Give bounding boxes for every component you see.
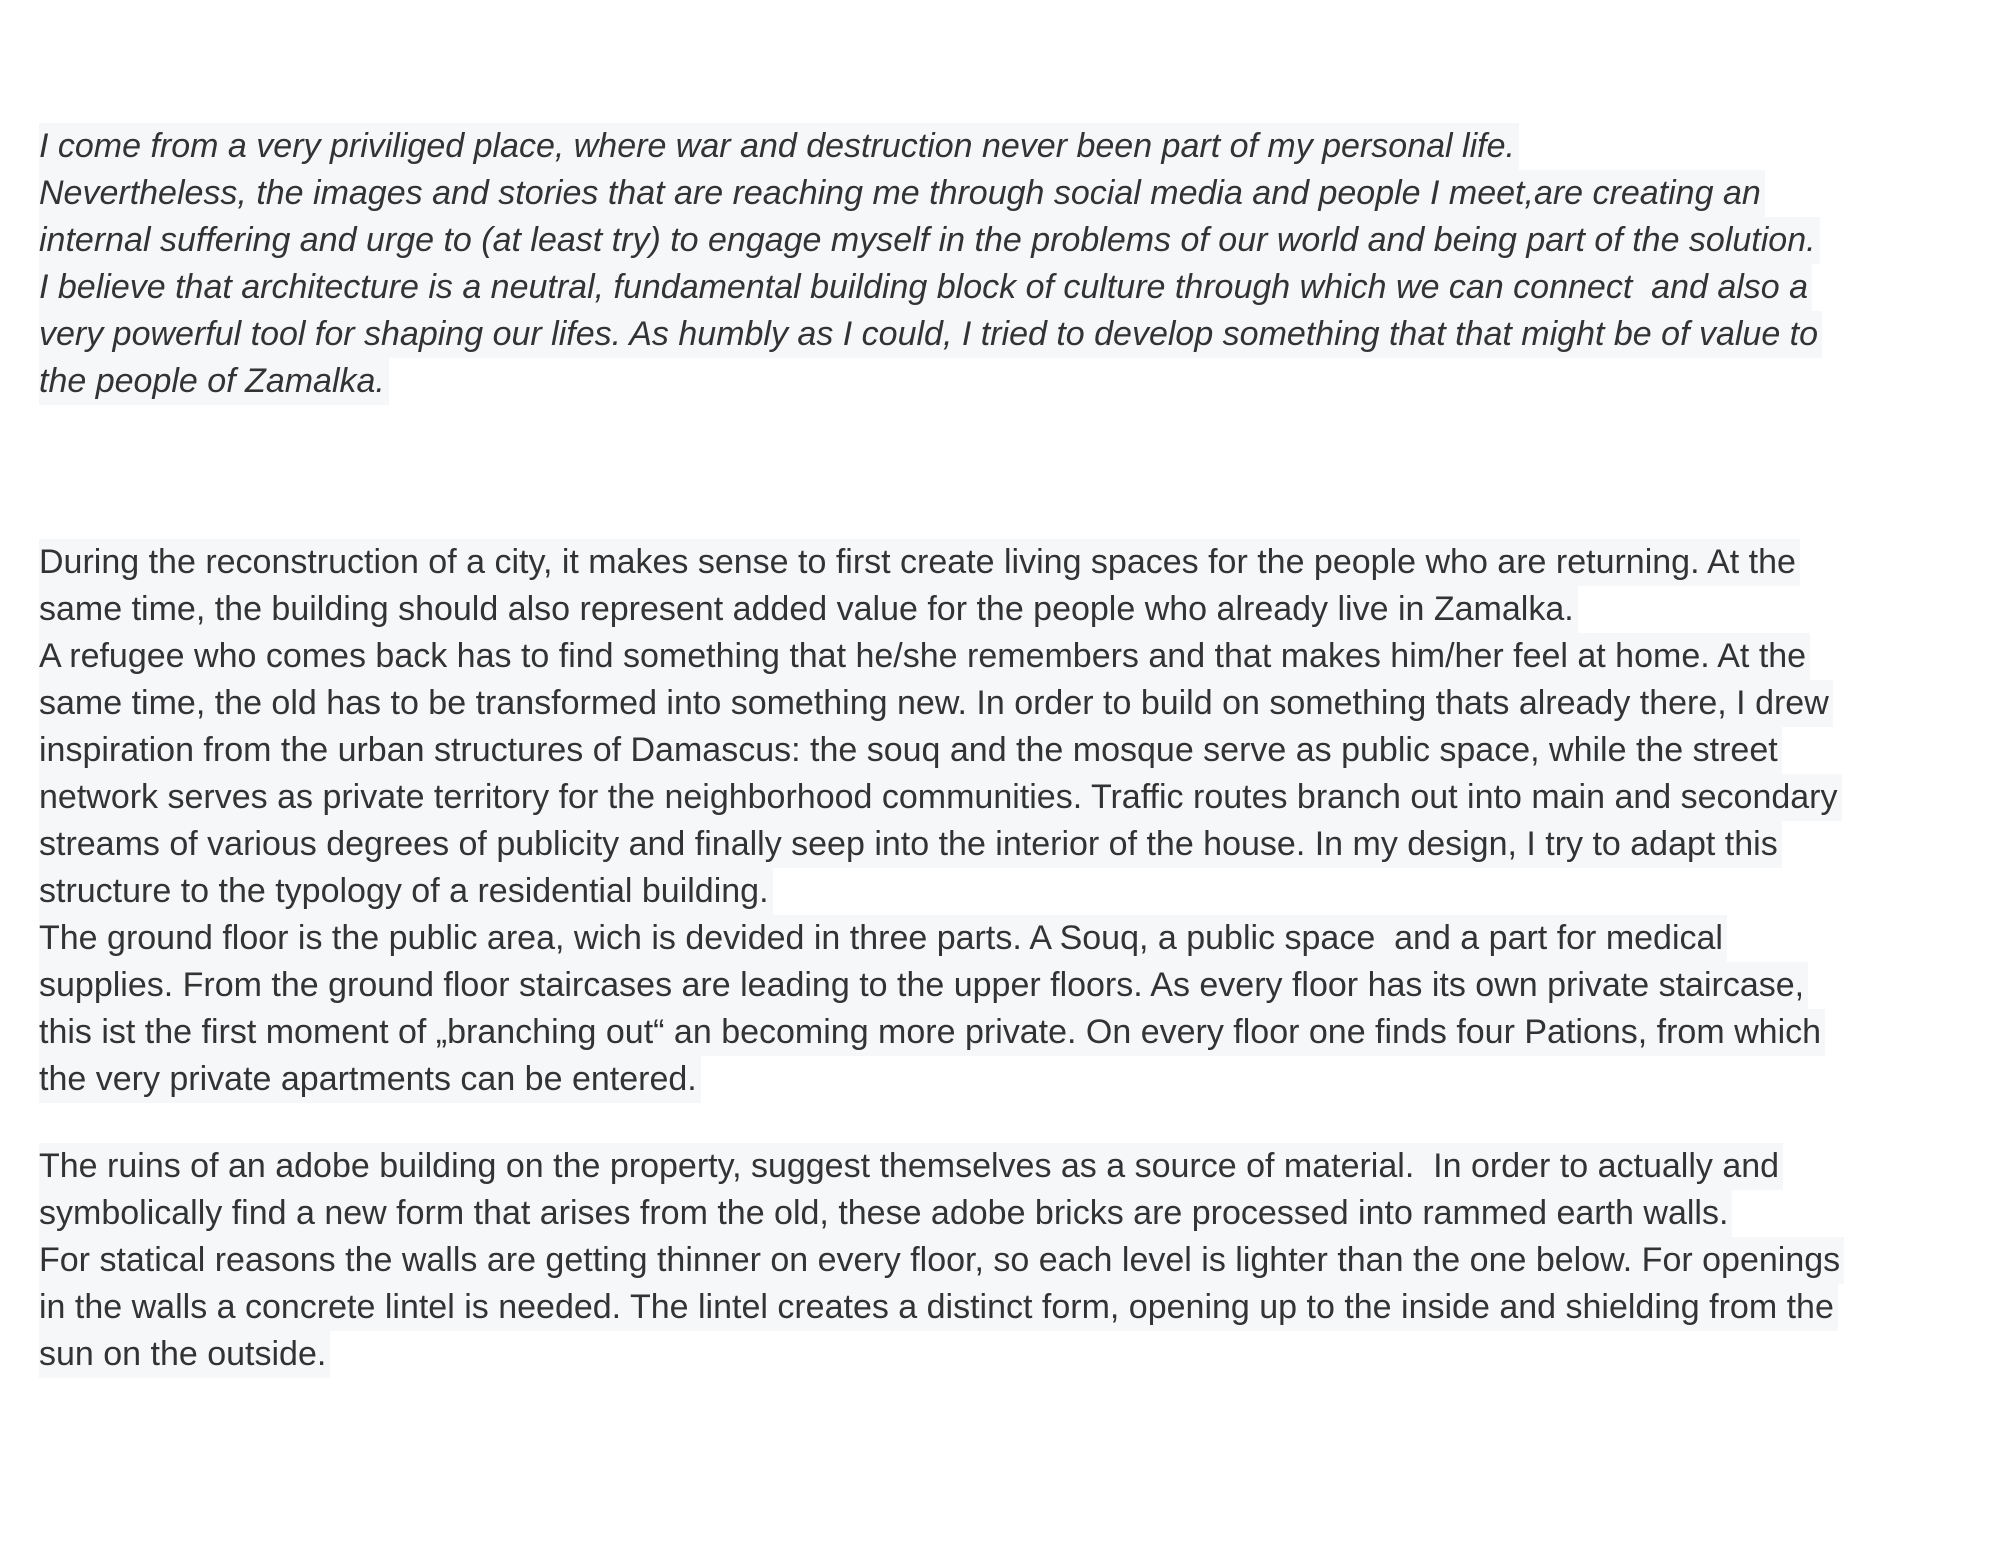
paragraph-line: same time, the building should also represent added value for the people who already live in Zamalka. (39, 586, 1578, 633)
statement-line: I believe that architecture is a neutral, fundamental building block of culture through which we can connect and also a (39, 264, 1812, 311)
statement-line: I come from a very priviliged place, where war and destruction never been part of my personal life. (39, 123, 1519, 170)
paragraph-line: streams of various degrees of publicity and finally seep into the interior of the house. In my design, I try to adapt this (39, 821, 1782, 868)
paragraph-line: symbolically find a new form that arises from the old, these adobe bricks are processed into rammed earth walls. (39, 1190, 1732, 1237)
paragraph-line: this ist the first moment of „branching out“ an becoming more private. On every floor one finds four Pations, from which (39, 1009, 1825, 1056)
material-paragraph (39, 1143, 1844, 1378)
paragraph-line: sun on the outside. (39, 1331, 330, 1378)
paragraph-line: inspiration from the urban structures of Damascus: the souq and the mosque serve as public space, while the street (39, 727, 1782, 774)
statement-line: the people of Zamalka. (39, 358, 389, 405)
statement-line: Nevertheless, the images and stories that are reaching me through social media and people I meet,are creating an (39, 170, 1765, 217)
paragraph-line: The ground floor is the public area, wich is devided in three parts. A Souq, a public space and a part for medical (39, 915, 1727, 962)
concept-paragraph (39, 539, 1842, 1103)
paragraph-line: in the walls a concrete lintel is needed. The lintel creates a distinct form, opening up to the inside and shielding from the (39, 1284, 1838, 1331)
statement-line: internal suffering and urge to (at least try) to engage myself in the problems of our world and being part of the solution. (39, 217, 1820, 264)
personal-statement (39, 123, 1822, 405)
paragraph-line: the very private apartments can be entered. (39, 1056, 701, 1103)
paragraph-line: network serves as private territory for the neighborhood communities. Traffic routes branch out into main and secondary (39, 774, 1842, 821)
paragraph-line: The ruins of an adobe building on the property, suggest themselves as a source of material. In order to actually and (39, 1143, 1783, 1190)
paragraph-line: structure to the typology of a residential building. (39, 868, 773, 915)
paragraph-line: A refugee who comes back has to find something that he/she remembers and that makes him/her feel at home. At the (39, 633, 1810, 680)
statement-line: very powerful tool for shaping our lifes. As humbly as I could, I tried to develop something that that might be of value to (39, 311, 1822, 358)
paragraph-line: same time, the old has to be transformed into something new. In order to build on something thats already there, I drew (39, 680, 1833, 727)
paragraph-line: During the reconstruction of a city, it makes sense to first create living spaces for the people who are returning. At the (39, 539, 1800, 586)
paragraph-line: supplies. From the ground floor staircases are leading to the upper floors. As every floor has its own private staircase, (39, 962, 1808, 1009)
paragraph-line: For statical reasons the walls are getting thinner on every floor, so each level is lighter than the one below. For openings (39, 1237, 1844, 1284)
